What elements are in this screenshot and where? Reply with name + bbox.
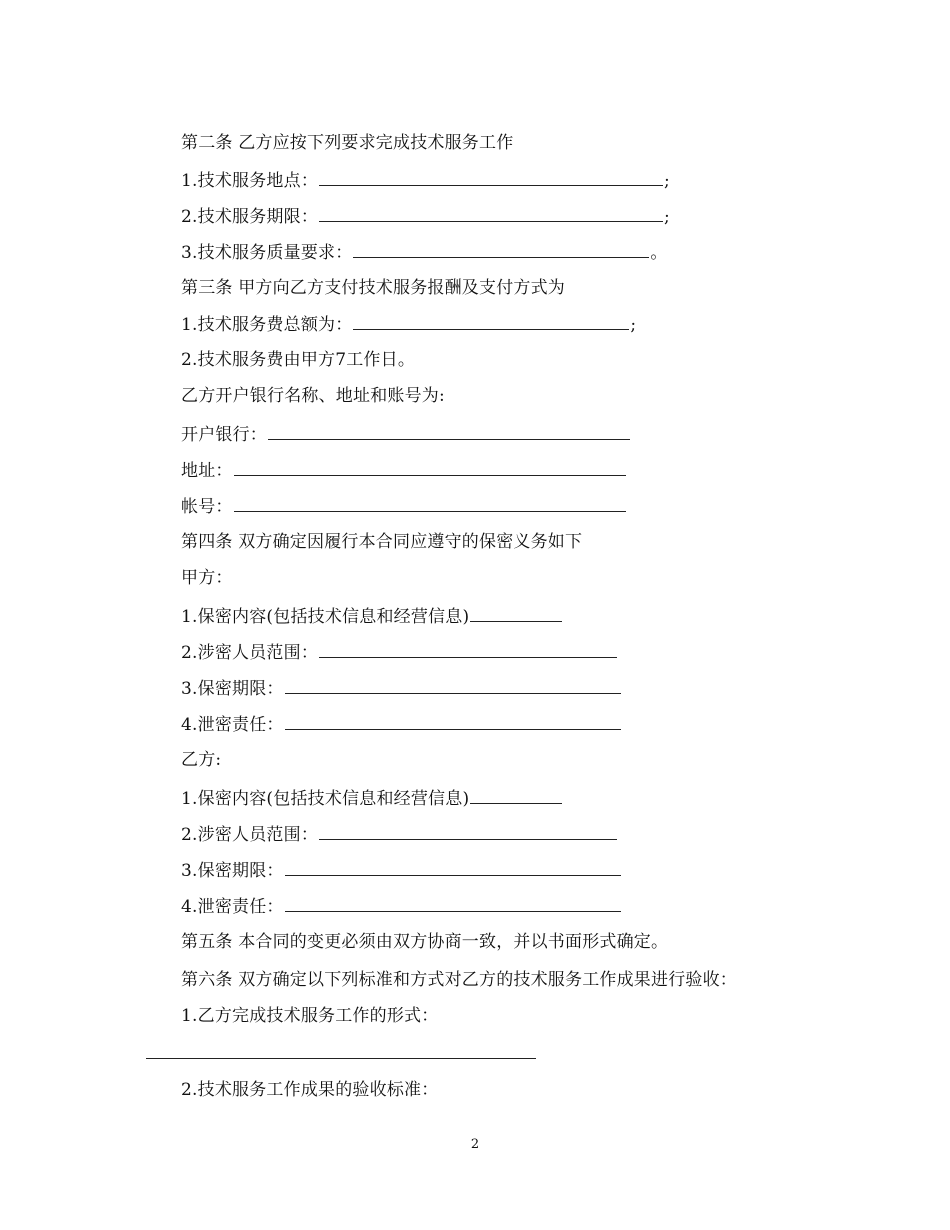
article-6-item-1: 1.乙方完成技术服务工作的形式： bbox=[181, 1006, 439, 1026]
fill-in-blank[interactable] bbox=[319, 639, 617, 658]
bank-name-line: 开户银行： bbox=[181, 421, 631, 447]
party-a-item-1: 1.保密内容(包括技术信息和经营信息) bbox=[181, 603, 563, 629]
party-a-heading: 甲方： bbox=[181, 568, 233, 588]
fill-in-blank[interactable] bbox=[470, 785, 562, 804]
fill-in-blank[interactable] bbox=[146, 1058, 536, 1059]
party-a-item-2: 2.涉密人员范围： bbox=[181, 639, 618, 665]
article-4-title: 第四条 双方确定因履行本合同应遵守的保密义务如下 bbox=[181, 532, 583, 552]
bank-address-line: 地址： bbox=[181, 457, 627, 483]
fill-in-blank[interactable] bbox=[234, 457, 626, 476]
article-3-item-1: 1.技术服务费总额为： ; bbox=[181, 311, 636, 337]
party-b-item-4: 4.泄密责任： bbox=[181, 893, 622, 919]
article-2-title: 第二条 乙方应按下列要求完成技术服务工作 bbox=[181, 133, 514, 153]
fill-in-blank[interactable] bbox=[319, 167, 663, 186]
article-3-title: 第三条 甲方向乙方支付技术服务报酬及支付方式为 bbox=[181, 278, 566, 298]
article-3-item-2: 2.技术服务费由甲方7工作日。 bbox=[181, 350, 416, 370]
fill-in-blank[interactable] bbox=[268, 421, 630, 440]
article-5: 第五条 本合同的变更必须由双方协商一致，并以书面形式确定。 bbox=[181, 932, 669, 952]
fill-in-blank[interactable] bbox=[285, 711, 621, 730]
fill-in-blank[interactable] bbox=[285, 857, 621, 876]
bank-account-line: 帐号： bbox=[181, 493, 627, 519]
article-2-item-3: 3.技术服务质量要求： 。 bbox=[181, 239, 668, 265]
article-2-item-1: 1.技术服务地点： ; bbox=[181, 167, 670, 193]
page-number: 2 bbox=[470, 1137, 480, 1152]
fill-in-blank[interactable] bbox=[234, 493, 626, 512]
fill-in-blank[interactable] bbox=[285, 893, 621, 912]
fill-in-blank[interactable] bbox=[353, 239, 649, 258]
bank-intro: 乙方开户银行名称、地址和账号为: bbox=[181, 386, 445, 406]
article-2-item-2: 2.技术服务期限： ; bbox=[181, 203, 670, 229]
party-b-item-3: 3.保密期限： bbox=[181, 857, 622, 883]
fill-in-blank[interactable] bbox=[470, 603, 562, 622]
article-6-title: 第六条 双方确定以下列标准和方式对乙方的技术服务工作成果进行验收： bbox=[181, 970, 738, 990]
party-b-heading: 乙方: bbox=[181, 750, 222, 770]
fill-in-blank[interactable] bbox=[319, 203, 663, 222]
article-6-item-2: 2.技术服务工作成果的验收标准： bbox=[181, 1080, 439, 1100]
fill-in-blank[interactable] bbox=[285, 675, 621, 694]
party-a-item-3: 3.保密期限： bbox=[181, 675, 622, 701]
fill-in-blank[interactable] bbox=[353, 311, 629, 330]
party-a-item-4: 4.泄密责任： bbox=[181, 711, 622, 737]
party-b-item-2: 2.涉密人员范围： bbox=[181, 821, 618, 847]
fill-in-blank[interactable] bbox=[319, 821, 617, 840]
party-b-item-1: 1.保密内容(包括技术信息和经营信息) bbox=[181, 785, 563, 811]
